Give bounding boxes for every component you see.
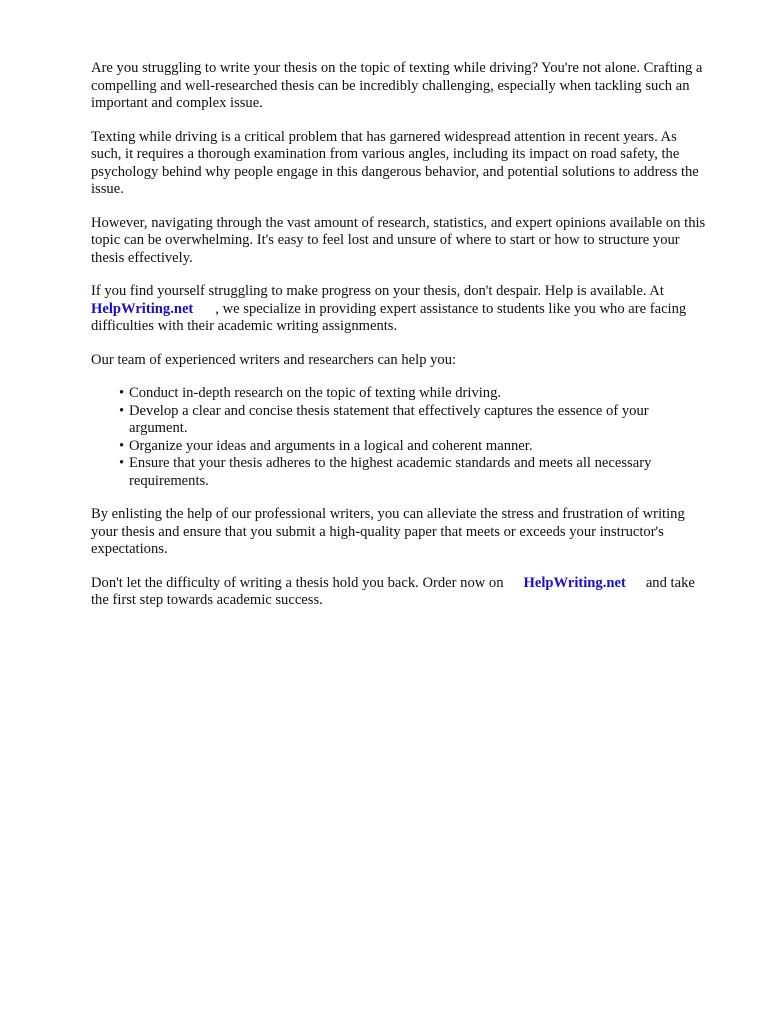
bullet-icon: •: [119, 437, 125, 454]
bullet-icon: •: [119, 455, 125, 471]
paragraph-challenge: However, navigating through the vast amount of research, statistics, and expert opinions available on this topic can be overwhelming. It's easy to feel lost and unsure of where to start or how to structure your thesis effectively.: [91, 214, 706, 266]
paragraph-help-text-before: If you find yourself struggling to make progress on your thesis, don't despair. Help is available. At: [91, 283, 664, 299]
list-item: [119, 385, 710, 403]
helpwriting-link[interactable]: HelpWriting.net: [91, 300, 194, 317]
bullet-icon: •: [119, 385, 125, 401]
paragraph-problem: Texting while driving is a critical problem that has garnered widespread attention in recent years. As such, it requires a thorough examination from various angles, including its impact on road safety, the psychology behind why people engage in this dangerous behavior, and potential solutions to address the issue.: [91, 128, 699, 197]
helpwriting-link-cta[interactable]: HelpWriting.net: [523, 574, 626, 591]
list-item: [119, 403, 710, 438]
list-item: [119, 438, 710, 456]
paragraph-team: Our team of experienced writers and researchers can help you:: [91, 351, 457, 368]
paragraph-benefits: By enlisting the help of our professional writers, you can alleviate the stress and frustration of writing your thesis and ensure that you submit a high-quality paper that meets or exceeds your instructor's expectations.: [91, 506, 685, 557]
paragraph-help-text-after: , we specialize in providing expert assistance to students like you who are facing difficulties with their academic writing assignments.: [91, 300, 687, 334]
list-item-text: Develop a clear and concise thesis statement that effectively captures the essence of your argument.: [129, 402, 649, 436]
paragraph-help: [91, 283, 710, 336]
list-item-text: Organize your ideas and arguments in a logical and coherent manner.: [129, 437, 533, 454]
paragraph-call-to-action: [91, 575, 710, 610]
cta-text-after: and take the first step towards academic success.: [91, 574, 695, 608]
services-list: [91, 385, 710, 490]
list-item-text: Ensure that your thesis adheres to the highest academic standards and meets all necessary requirements.: [129, 455, 652, 489]
paragraph-intro: Are you struggling to write your thesis on the topic of texting while driving? You're not alone. Crafting a compelling and well-researched thesis can be incredibly challenging, especially when tackling such an important and complex issue.: [91, 60, 703, 111]
list-item-text: Conduct in-depth research on the topic of texting while driving.: [129, 385, 502, 401]
bullet-icon: •: [119, 402, 125, 419]
list-item: [119, 455, 710, 490]
cta-text-before: Don't let the difficulty of writing a thesis hold you back. Order now on: [91, 574, 504, 591]
